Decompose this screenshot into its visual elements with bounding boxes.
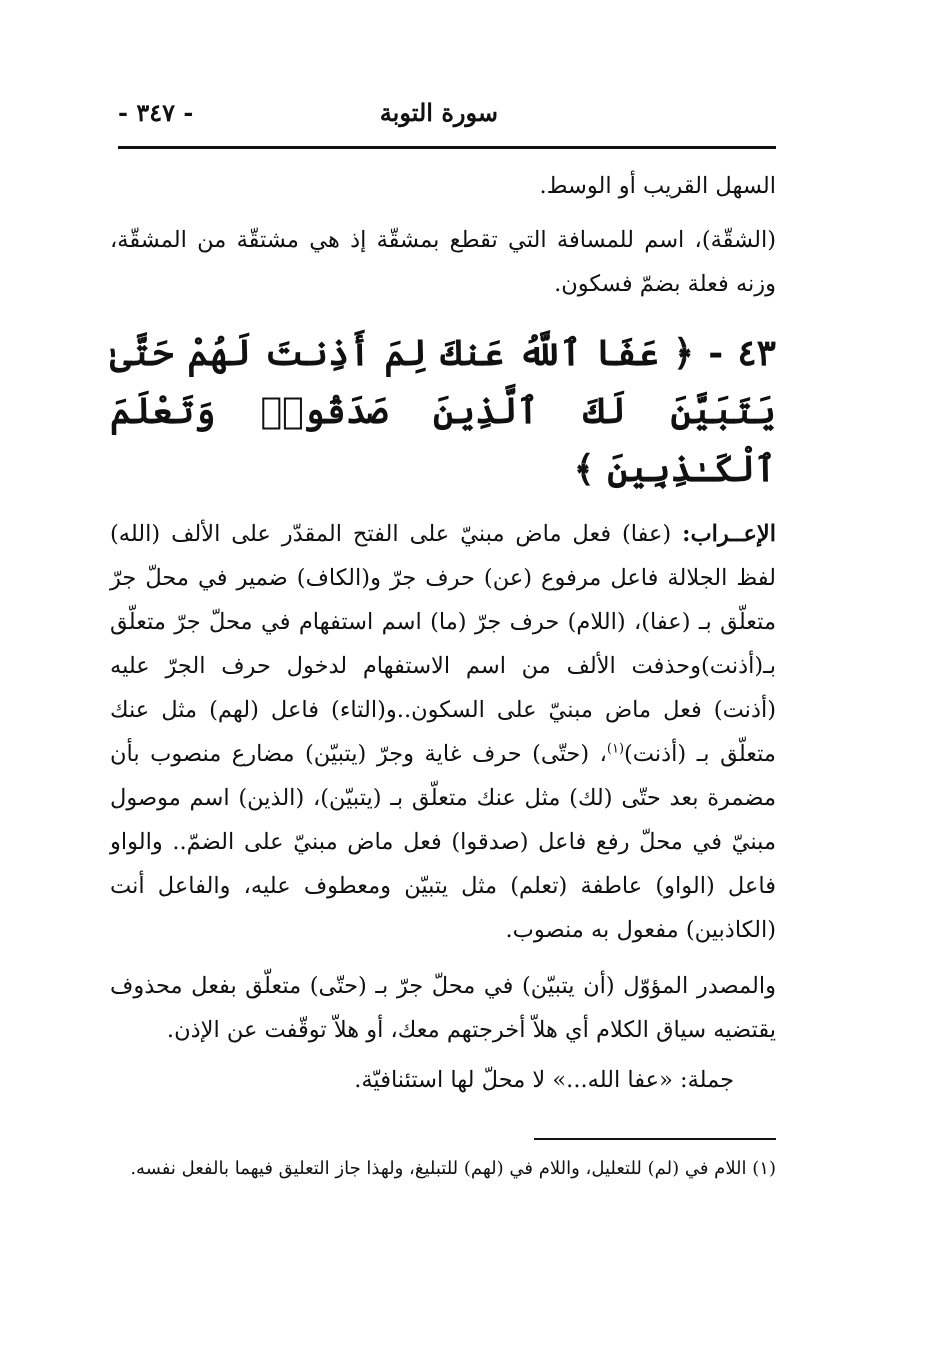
verse-number: ٤٣ -: [708, 332, 776, 374]
header-divider: [118, 146, 776, 149]
footnote-text: (١) اللام في (لم) للتعليل، واللام في (لهم) للتبليغ، ولهذا جاز التعليق فيهما بالفعل نفسه.: [130, 1158, 776, 1179]
jumla-paragraph: جملة: «عفا الله...» لا محلّ لها استئنافيّة.: [354, 1067, 734, 1093]
page-number: - ٣٤٧ -: [118, 98, 194, 127]
shiqqa-paragraph: (الشقّة)، اسم للمسافة التي تقطع بمشقّة إذ هي مشتقّة من المشقّة، وزنه فعلة بضمّ فسكون.: [110, 227, 776, 297]
masdar-paragraph: والمصدر المؤوّل (أن يتبيّن) في محلّ جرّ بـ (حتّى) متعلّق بفعل محذوف يقتضيه سياق الكلام أي هلاّ أخرجتهم معك، أو هلاّ توقّفت عن الإذن.: [110, 973, 776, 1043]
continuation-paragraph: السهل القريب أو الوسط.: [539, 173, 776, 199]
footnote-divider: [534, 1138, 776, 1140]
page-body: [110, 160, 776, 1102]
irab-text-part-b: ، (حتّى) حرف غاية وجرّ (يتبيّن) مضارع منصوب بأن مضمرة بعد حتّى (لك) مثل عنك متعلّق بـ (يتبيّن)، (الذين) اسم موصول مبنيّ في محلّ رفع فاعل (صدقوا) فعل ماض مبنيّ على الضمّ.. والواو فاعل (الواو) عاطفة (تعلم) مثل يتبيّن ومعطوف عليه، والفاعل أنت (الكاذبين) مفعول به منصوب.: [110, 741, 776, 943]
irab-text-part-a: (عفا) فعل ماض مبنيّ على الفتح المقدّر على الألف (الله) لفظ الجلالة فاعل مرفوع (عن) حرف جرّ و(الكاف) ضمير في محلّ جرّ متعلّق بـ (عفا)، (اللام) حرف جرّ (ما) اسم استفهام في محلّ جرّ متعلّق بـ(أذنت)وحذفت الألف من اسم الاستفهام لدخول حرف الجرّ عليه (أذنت) فعل ماض مبنيّ على السكون..و(التاء) فاعل (لهم) مثل عنك متعلّق بـ (أذنت): [110, 521, 776, 767]
footnote-reference: (١): [606, 741, 625, 757]
footnote-section: [110, 1152, 776, 1186]
verse-text: ﴿ عَفَا ٱللَّهُ عَنكَ لِمَ أَذِنتَ لَهُمْ حَتَّىٰ يَتَبَيَّنَ لَكَ ٱلَّذِينَ صَدَقُوا۟ وَتَعْلَمَ ٱلْكَـٰذِبِينَ ﴾: [110, 332, 776, 490]
irab-paragraph: [110, 512, 776, 952]
page-header: [118, 96, 774, 136]
quran-verse: [110, 324, 776, 498]
irab-label: الإعــراب:: [682, 521, 776, 547]
sura-title: سورة التوبة: [379, 98, 498, 127]
